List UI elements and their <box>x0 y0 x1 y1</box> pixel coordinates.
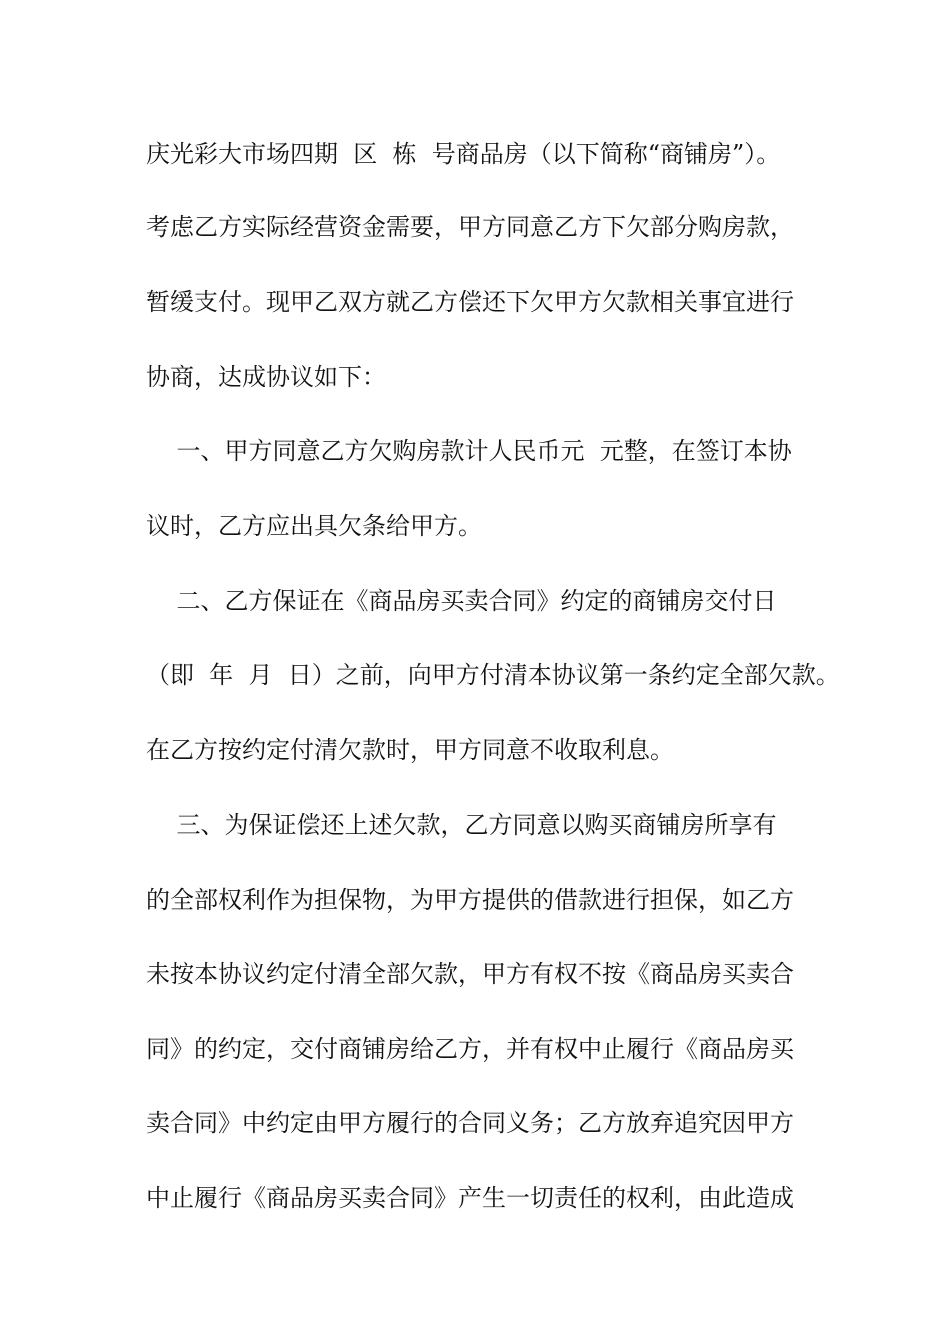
text-line: 的全部权利作为担保物，为甲方提供的借款进行担保，如乙方 <box>146 886 794 914</box>
text-line: 庆光彩大市场四期 区 栋 号商品房（以下简称“商铺房”）。 <box>146 140 781 168</box>
text-line: 同》的约定，交付商铺房给乙方，并有权中止履行《商品房买 <box>146 1035 794 1063</box>
text-line: 中止履行《商品房买卖合同》产生一切责任的权利，由此造成 <box>146 1184 794 1212</box>
text-line: 二、乙方保证在《商品房买卖合同》约定的商铺房交付日 <box>146 587 777 615</box>
text-line: 暂缓支付。现甲乙双方就乙方偿还下欠甲方欠款相关事宜进行 <box>146 288 794 316</box>
text-line: 一、甲方同意乙方欠购房款计人民币元 元整，在签订本协 <box>146 437 792 465</box>
text-line: 卖合同》中约定由甲方履行的合同义务；乙方放弃追究因甲方 <box>146 1109 794 1137</box>
text-line: 考虑乙方实际经营资金需要，甲方同意乙方下欠部分购房款， <box>146 213 794 241</box>
text-line: （即 年 月 日）之前，向甲方付清本协议第一条约定全部欠款。 <box>146 661 840 689</box>
text-line: 三、为保证偿还上述欠款，乙方同意以购买商铺房所享有 <box>146 811 777 839</box>
text-line: 协商，达成协议如下： <box>146 363 386 391</box>
text-line: 未按本协议约定付清全部欠款，甲方有权不按《商品房买卖合 <box>146 960 794 988</box>
text-line: 在乙方按约定付清欠款时，甲方同意不收取利息。 <box>146 736 674 764</box>
text-line: 议时，乙方应出具欠条给甲方。 <box>146 512 482 540</box>
